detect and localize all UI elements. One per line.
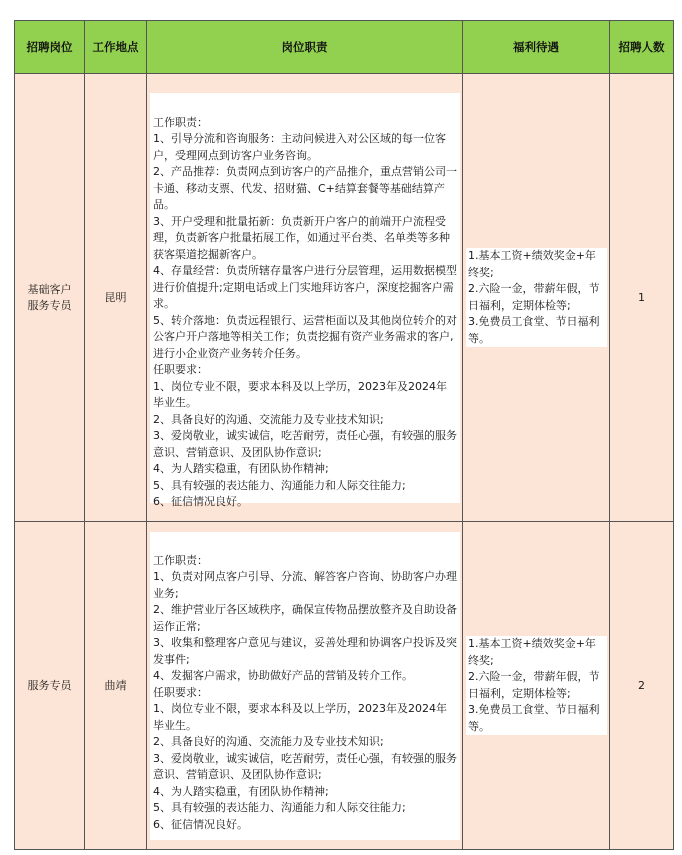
recruitment-table	[14, 20, 674, 850]
duties-text: 工作职责： 1、负责对网点客户引导、分流、解答客户咨询、协助客户办理业务; 2、维护营业厅各区域秩序，确保宣传物品摆放整齐及自助设备运作正常; 3、收集和整理客户意见与建议，妥善处理和协调客户投诉及突发事件; 4、发掘客户需求，协助做好产品的营销及转介工作。 任职要求： 1、岗位专业不限，要求本科及以上学历，2023年及2024年毕业生。 2、具备良好的沟通、交流能力及专业技术知识; 3、爱岗敬业，诚实诚信，吃苦耐劳，责任心强，有较强的服务意识、营销意识、及团队协作意识; 4、为人踏实稳重，有团队协作精神; 5、具有较强的表达能力、沟通能力和人际交往能力; 6、征信情况良好。	[150, 532, 460, 840]
location-cell: 曲靖	[85, 522, 147, 850]
duties-cell	[147, 74, 463, 522]
table-body	[15, 74, 674, 850]
location-cell: 昆明	[85, 74, 147, 522]
header-duties: 岗位职责	[147, 21, 463, 74]
header-benefits: 福利待遇	[463, 21, 610, 74]
duties-cell	[147, 522, 463, 850]
duties-text: 工作职责： 1、引导分流和咨询服务：主动问候进入对公区域的每一位客户，受理网点到访客户业务咨询。 2、产品推荐：负责网点到访客户的产品推介，重点营销公司一卡通、移动支票、代发、招财猫、C+结算套餐等基础结算产品。 3、开户受理和批量拓新：负责新开户客户的前端开户流程受理，负责新客户批量拓展工作，如通过平台类、名单类等多种获客渠道挖掘新客户。 4、存量经营：负责所辖存量客户进行分层管理，运用数据模型进行价值提升;定期电话或上门实地拜访客户，深度挖掘客户需求。 5、转介落地：负责远程银行、运营柜面以及其他岗位转介的对公客户开户落地等相关工作；负责挖掘有资产业务需求的客户,进行小企业资产业务转介任务。 任职要求： 1、岗位专业不限，要求本科及以上学历，2023年及2024年毕业生。 2、具备良好的沟通、交流能力及专业技术知识; 3、爱岗敬业，诚实诚信，吃苦耐劳，责任心强，有较强的服务意识、营销意识、及团队协作意识; 4、为人踏实稳重，有团队协作精神; 5、具有较强的表达能力、沟通能力和人际交往能力; 6、征信情况良好。	[150, 93, 460, 503]
benefits-cell	[463, 522, 610, 850]
header-location: 工作地点	[85, 21, 147, 74]
count-cell: 1	[610, 74, 674, 522]
benefits-text: 1.基本工资+绩效奖金+年终奖; 2.六险一金，带薪年假，节日福利，定期体检等; 3.免费员工食堂、节日福利等。	[466, 248, 607, 347]
position-cell	[15, 522, 85, 850]
table-row	[15, 522, 674, 850]
table-header	[15, 21, 674, 74]
position-cell	[15, 74, 85, 522]
header-count: 招聘人数	[610, 21, 674, 74]
position-text: 服务专员	[27, 678, 72, 692]
header-position: 招聘岗位	[15, 21, 85, 74]
benefits-cell	[463, 74, 610, 522]
position-text: 基础客户 服务专员	[27, 282, 72, 312]
benefits-text: 1.基本工资+绩效奖金+年终奖; 2.六险一金，带薪年假，节日福利，定期体检等; 3.免费员工食堂、节日福利等。	[466, 636, 607, 735]
count-cell: 2	[610, 522, 674, 850]
header-row	[15, 21, 674, 74]
table-row	[15, 74, 674, 522]
